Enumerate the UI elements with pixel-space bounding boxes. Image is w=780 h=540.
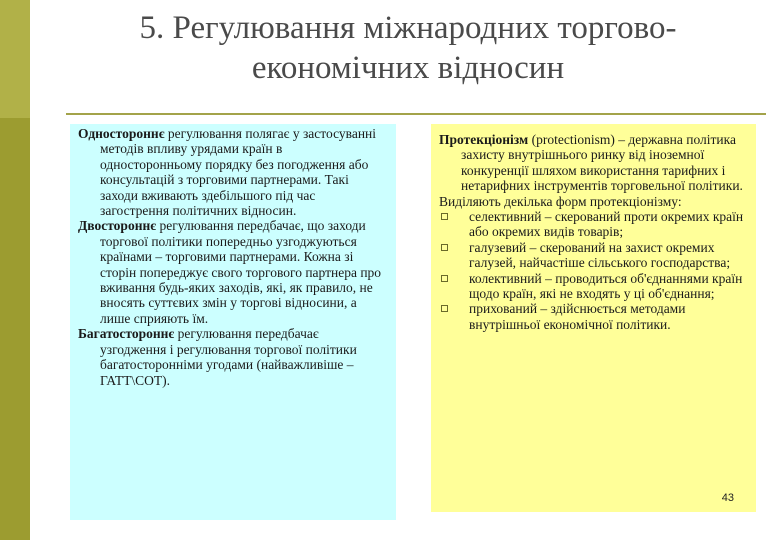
term-bilateral: Двостороннє: [78, 218, 157, 234]
term-unilateral: Одностороннє: [78, 126, 165, 141]
list-item: [439, 209, 746, 240]
title-divider: [66, 113, 766, 115]
square-bullet-icon: [441, 275, 448, 282]
text-unilateral: регулювання полягає у застосуванні методів впливу урядами країн в односторонньому порядку без погодження або консультацій з торговими партнерами. Такі заходи вживають здебільшого під час загострення політичних відносин.: [100, 126, 377, 219]
paragraph-bilateral: [78, 218, 384, 326]
paragraph-unilateral: [78, 126, 384, 218]
right-text-panel: [431, 124, 756, 512]
forms-intro: Виділяють декілька форм протекціонізму:: [439, 193, 682, 209]
title-line-1: 5. Регулювання міжнародних торгово-: [139, 10, 677, 46]
accent-bar-lower: [0, 118, 30, 540]
bullet-text: прихований – здійснюється методами внутрішньої економічної політики.: [469, 301, 686, 332]
bullet-text: селективний – скерований проти окремих країн або окремих видів товарів;: [469, 209, 744, 240]
text-bilateral: регулювання передбачає, що заходи торгової політики попередньо узгоджуються країнами – торговими партнерами. Кожна зі сторін попереджує свого торгового партнера про вживання будь-яких заходів, які, як правило, не вносять суттєвих змін у торгові відносини, а лише сприяють їм.: [100, 218, 382, 326]
list-item: [439, 240, 746, 271]
term-multilateral: Багатостороннє: [78, 326, 175, 342]
paragraph-multilateral: [78, 326, 384, 388]
bullet-text: галузевий – скерований на захист окремих галузей, найчастіше сільського господарства;: [469, 239, 731, 271]
left-text-panel: [70, 124, 396, 520]
protectionism-forms-list: [439, 209, 746, 332]
page-number: 43: [721, 491, 734, 504]
square-bullet-icon: [441, 213, 448, 220]
protectionism-definition: [439, 132, 746, 194]
term-protectionism: Протекціонізм: [439, 132, 529, 147]
square-bullet-icon: [441, 305, 448, 312]
square-bullet-icon: [441, 244, 448, 251]
left-accent-bar: [0, 0, 30, 540]
text-protectionism: (protectionism) – державна політика захисту внутрішнього ринку від іноземної конкуренції шляхом використання тарифних і нетарифних інструментів торговельної політики.: [461, 132, 743, 194]
accent-bar-upper: [0, 0, 30, 118]
slide-title: [58, 8, 758, 88]
text-multilateral: регулювання передбачає узгодження і регулювання торгової політики багатосторонніми угодами (найважливіше – ГАТТ\СОТ).: [100, 326, 357, 388]
list-item: [439, 271, 746, 302]
bullet-text: колективний – проводиться об'єднаннями країн щодо країн, які не входять у ці об'єднання;: [469, 270, 743, 302]
list-item: [439, 301, 746, 332]
title-line-2: економічних відносин: [251, 50, 565, 86]
